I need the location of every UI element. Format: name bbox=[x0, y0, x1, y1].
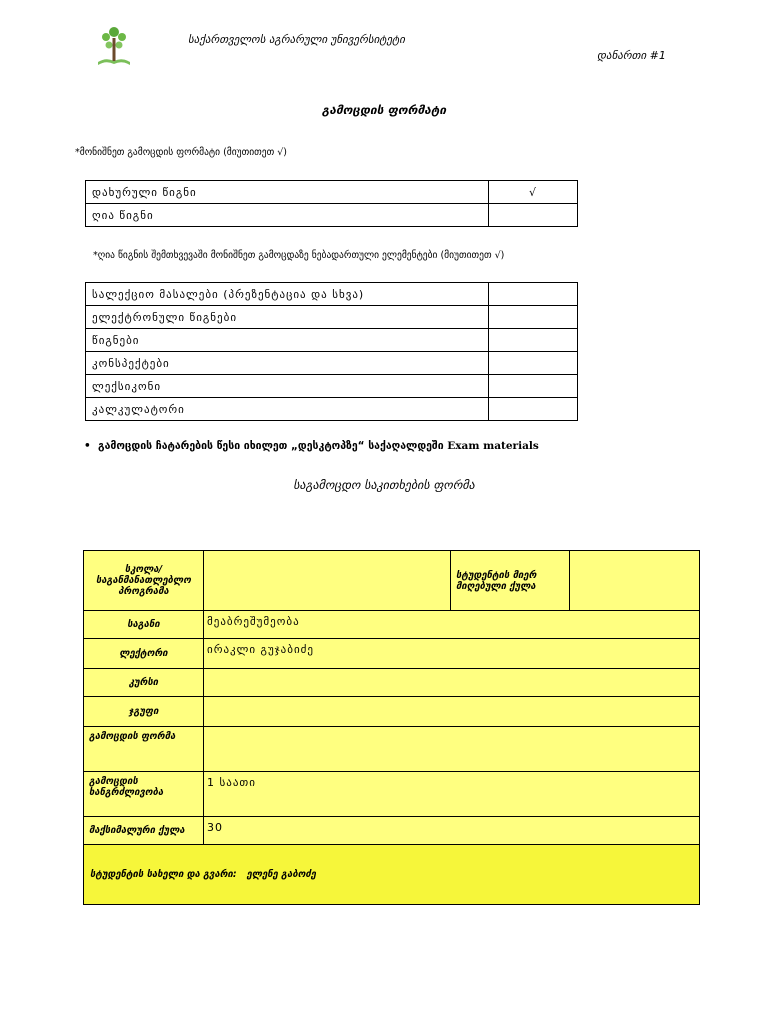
format-option-mark: √ bbox=[489, 181, 578, 204]
course-value bbox=[204, 669, 700, 697]
school-label: სკოლა/ საგანმანათლებლო პროგრამა bbox=[84, 551, 204, 611]
element-mark bbox=[489, 283, 578, 306]
table-row bbox=[86, 375, 578, 398]
duration-value: 1 საათი bbox=[204, 772, 700, 817]
lecturer-value: ირაკლი გუჯაბიძე bbox=[204, 639, 700, 669]
format-table bbox=[85, 180, 578, 227]
format-option-mark bbox=[489, 204, 578, 227]
table-row bbox=[84, 639, 700, 669]
table-row bbox=[86, 306, 578, 329]
table-row bbox=[84, 551, 700, 611]
group-value bbox=[204, 697, 700, 727]
table-row bbox=[86, 329, 578, 352]
form-title: საგამოცდო საკითხების ფორმა bbox=[293, 478, 475, 492]
table-row bbox=[86, 398, 578, 421]
table-row bbox=[86, 181, 578, 204]
exam-form-value bbox=[204, 727, 700, 772]
table-row bbox=[84, 697, 700, 727]
format-instruction: *მონიშნეთ გამოცდის ფორმატი (მიუთითეთ √) bbox=[75, 147, 287, 158]
format-option-label: დახურული წიგნი bbox=[86, 181, 489, 204]
table-row bbox=[84, 845, 700, 905]
lecturer-label: ლექტორი bbox=[84, 639, 204, 669]
table-row bbox=[84, 611, 700, 639]
bullet: • bbox=[84, 440, 91, 452]
subject-value: მეაბრეშუმეობა bbox=[204, 611, 700, 639]
annex-number: დანართი #1 bbox=[597, 49, 666, 62]
course-label: კურსი bbox=[84, 669, 204, 697]
student-name-value: ელენე გაბოძე bbox=[246, 869, 317, 880]
subject-label: საგანი bbox=[84, 611, 204, 639]
table-row bbox=[84, 727, 700, 772]
element-mark bbox=[489, 306, 578, 329]
student-name-label: სტუდენტის სახელი და გვარი: bbox=[90, 869, 237, 880]
element-mark bbox=[489, 375, 578, 398]
element-label: ლექსიკონი bbox=[86, 375, 489, 398]
allowed-elements-table bbox=[85, 282, 578, 421]
element-mark bbox=[489, 352, 578, 375]
score-label: სტუდენტის მიერ მიღებული ქულა bbox=[451, 551, 570, 611]
max-score-label: მაქსიმალური ქულა bbox=[84, 817, 204, 845]
duration-label: გამოცდის ხანგრძლივობა bbox=[84, 772, 204, 817]
table-row bbox=[86, 352, 578, 375]
element-label: ელექტრონული წიგნები bbox=[86, 306, 489, 329]
school-value bbox=[204, 551, 451, 611]
max-score-value: 30 bbox=[204, 817, 700, 845]
folder-name: Exam materials bbox=[447, 440, 539, 452]
element-label: წიგნები bbox=[86, 329, 489, 352]
element-label: კონსპექტები bbox=[86, 352, 489, 375]
element-label: კალკულატორი bbox=[86, 398, 489, 421]
table-row bbox=[86, 283, 578, 306]
element-label: სალექციო მასალები (პრეზენტაცია და სხვა) bbox=[86, 283, 489, 306]
university-logo bbox=[92, 22, 136, 68]
exam-form-table bbox=[83, 550, 700, 905]
student-name-row bbox=[84, 845, 700, 905]
university-name: საქართველოს აგრარული უნივერსიტეტი bbox=[188, 33, 405, 46]
table-row bbox=[84, 817, 700, 845]
rules-text: გამოცდის ჩატარების წესი იხილეთ „დესკტოპზე“ საქაღალდეში bbox=[98, 440, 444, 452]
open-book-instruction: *ღია წიგნის შემთხვევაში მონიშნეთ გამოცდაზე ნებადართული ელემენტები (მიუთითეთ √) bbox=[93, 250, 505, 261]
table-row bbox=[84, 772, 700, 817]
table-row bbox=[86, 204, 578, 227]
document-title: გამოცდის ფორმატი bbox=[321, 103, 447, 117]
table-row bbox=[84, 669, 700, 697]
group-label: ჯგუფი bbox=[84, 697, 204, 727]
element-mark bbox=[489, 329, 578, 352]
format-option-label: ღია წიგნი bbox=[86, 204, 489, 227]
score-value bbox=[570, 551, 700, 611]
exam-rules-note bbox=[84, 440, 539, 452]
element-mark bbox=[489, 398, 578, 421]
exam-form-label: გამოცდის ფორმა bbox=[84, 727, 204, 772]
